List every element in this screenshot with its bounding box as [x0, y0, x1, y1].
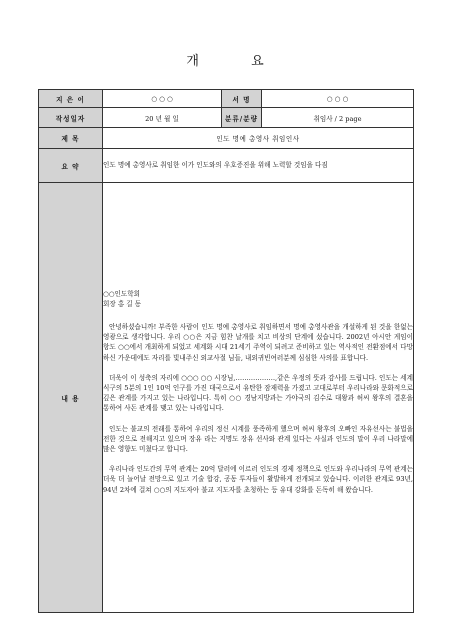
greeting-block — [103, 290, 413, 310]
summary-row — [39, 149, 414, 183]
name-label: 서 명 — [222, 90, 262, 108]
paragraph: 우리나라 인도간의 무역 관계는 20억 달러에 이르러 인도의 경제 정책으로 인도와 우리나라의 무역 관계는 더욱 더 늘어날 전망으로 있고 기술 합강, 공동 투자들이 활발하게 전개되고 있습니다. 이러한 관계로 93년, 94년 2차에 걸쳐 ○○의 지도자아 불교 지도자를 초청하는 등 유대 강화를 돈독히 해 왔습니다. — [103, 465, 413, 494]
summary-value: 인도 명예 총영사로 취임한 이가 인도와의 우호증진을 위해 노력할 것임을 다짐 — [103, 149, 414, 183]
author-label: 지 은 이 — [39, 90, 103, 108]
overview-form — [38, 89, 414, 613]
subject-value: 인도 명예 총영사 취임인사 — [103, 128, 414, 149]
paragraph: 안녕하셨습니까! 부족한 사람이 인도 명예 총영사로 취임하면서 명예 총영사관을 개설하게 된 것을 한없는 영광으로 생각합니다. 우리 ○○은 지금 힘찬 날개를 치고 비상의 단계에 섰습니다. 2002년 아시안 게임이 항도 ○○에서 개최하게 되었고 세계화 시대 21세기 주역이 되려고 준비하고 있는 역사적인 전환점에서 다망하신 가운데에도 자리를 빛내주신 외교사절 님들, 내외귀빈여러분께 심심한 사의를 표합니다. — [103, 322, 413, 362]
author-value: ○ ○ ○ — [103, 90, 222, 108]
content-row — [39, 183, 414, 613]
summary-label: 요 약 — [39, 149, 103, 183]
content-body — [103, 183, 414, 613]
category-value: 취임사 / 2 page — [262, 108, 414, 128]
sender-name: 회장 홍 길 동 — [103, 299, 142, 308]
date-row — [39, 108, 414, 128]
paragraph: 인도는 불교의 전래를 통하여 우리의 정신 시계를 풍족하게 했으며 허씨 왕후의 오빠인 자유선사는 불법을 전한 것으로 전해지고 있으며 장유 라는 지명도 장유 선사와 관계 있다는 사실과 인도의 말이 우리 나라말에 많은 영향도 미쳤다고 합니다. — [103, 424, 413, 454]
paragraph: 더욱이 이 성축의 자리에 ○○○ ○○ 시장님,………………,같은 우정의 뜻과 감사를 드립니다. 인도는 세계 식구의 5분의 1인 10억 인구를 가진 대국으로서 유탄한 잠재력을 가졌고 고대로부터 우리나라와 문화적으로 깊은 관계를 가지고 있는 나라입니다. 특히 ○○ 경남지방과는 가야국의 김수로 대왕과 허씨 왕후의 결혼을 통하여 사돈 관계를 맺고 있는 나라입니다. — [103, 373, 413, 413]
org-name: ○○인도학회 — [103, 290, 140, 299]
date-label: 작성일자 — [39, 108, 103, 128]
page-title: 개 요 — [186, 54, 288, 69]
subject-label: 제 목 — [39, 128, 103, 149]
author-row — [39, 90, 414, 108]
name-value: ○ ○ ○ — [262, 90, 414, 108]
date-value: 20 년 월 일 — [103, 108, 222, 128]
content-label: 내 용 — [39, 183, 103, 613]
subject-row — [39, 128, 414, 149]
category-label: 분류/분량 — [222, 108, 262, 128]
